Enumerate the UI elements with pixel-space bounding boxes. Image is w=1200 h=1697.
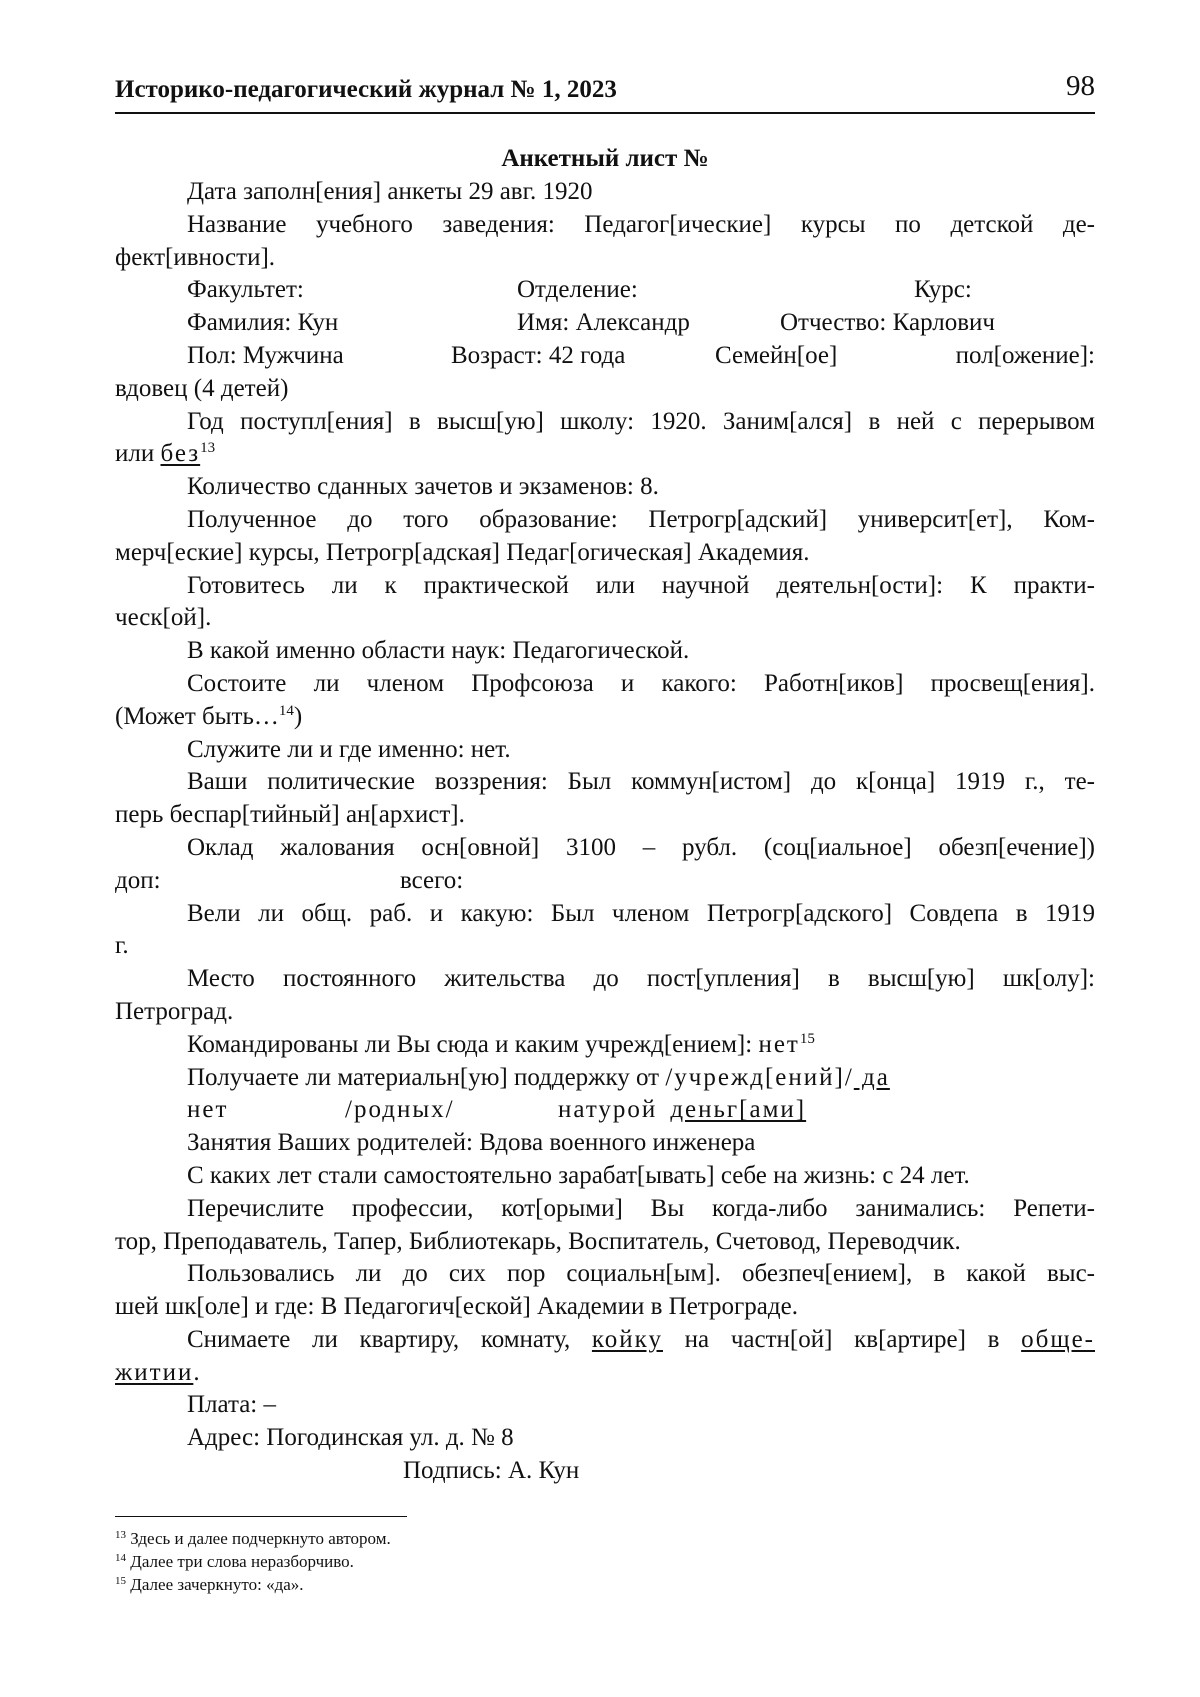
line-science: В какой именно области наук: Педагогической. bbox=[187, 637, 690, 665]
field-marital-2: пол[ожение]: bbox=[955, 341, 1095, 369]
field-faculty: Факультет: bbox=[187, 276, 304, 304]
line-exams: Количество сданных зачетов и экзаменов: 8. bbox=[187, 473, 659, 501]
line-institution-2: фект[ивности]. bbox=[115, 243, 276, 271]
row-name bbox=[115, 307, 1095, 340]
field-support-kind: натурой bbox=[558, 1096, 658, 1124]
line-earning: С каких лет стали самостоятельно зарабат[ывать] себе на жизнь: с 24 лет. bbox=[187, 1161, 970, 1189]
field-salary-total: всего: bbox=[400, 866, 464, 894]
footnote-divider bbox=[115, 1516, 407, 1517]
row-salary-2 bbox=[115, 865, 1095, 898]
line-admission-1: Год поступл[ения] в высш[ую] школу: 1920. Заним[ался] в ней с перерывом bbox=[187, 407, 1095, 435]
line-admission-2: или без$^{13}$ bbox=[115, 440, 216, 468]
line-professions-2: тор, Преподаватель, Тапер, Библиотекарь, Воспитатель, Счетовод, Переводчик. bbox=[115, 1227, 961, 1255]
footnote-15: $^{15}$ Далее зачеркнуто: «да». bbox=[115, 1575, 304, 1594]
field-age: Возраст: 42 года bbox=[451, 341, 626, 369]
footnotes bbox=[115, 1527, 391, 1596]
line-politics-2: перь беспар[тийный] ан[архист]. bbox=[115, 801, 465, 829]
row-sex bbox=[115, 340, 1095, 373]
footnote-13: $^{13}$ Здесь и далее подчеркнуто автором. bbox=[115, 1529, 391, 1548]
footnote-ref-13: 13 bbox=[200, 440, 216, 457]
page-number: 98 bbox=[1066, 70, 1095, 102]
line-education-1: Полученное до того образование: Петрогр[адский] университ[ет], Ком- bbox=[187, 505, 1095, 533]
line-support-1: Получаете ли материальн[ую] поддержку от /учрежд[ений]/ да bbox=[187, 1063, 890, 1091]
field-support-relatives: /родных/ bbox=[345, 1096, 455, 1124]
field-department: Отделение: bbox=[517, 276, 638, 304]
line-welfare-1: Пользовались ли до сих пор социальн[ым]. обезпеч[ением], в какой выс- bbox=[187, 1260, 1095, 1288]
line-practice-2: ческ[ой]. bbox=[115, 604, 212, 632]
line-service: Служите ли и где именно: нет. bbox=[187, 735, 511, 763]
line-address: Адрес: Погодинская ул. д. № 8 bbox=[187, 1424, 514, 1452]
line-politics-1: Ваши политические воззрения: Был коммун[истом] до к[онца] 1919 г., те- bbox=[187, 768, 1095, 796]
line-union-2: (Может быть…$^{14}$) bbox=[115, 702, 303, 730]
line-social-2: г. bbox=[115, 932, 129, 960]
row-faculty bbox=[115, 274, 1095, 307]
line-housing-2: житии. bbox=[115, 1358, 200, 1386]
signature: Подпись: А. Кун bbox=[403, 1457, 580, 1485]
field-marital-1: Семейн[ое] bbox=[715, 341, 838, 369]
line-salary-1: Оклад жалования осн[овной] 3100 – рубл. (соц[иальное] обезп[ечение]) bbox=[187, 833, 1095, 861]
field-support-no: нет bbox=[187, 1096, 229, 1124]
row-support-2 bbox=[115, 1094, 1095, 1127]
field-support-money: деньг[ами] bbox=[670, 1096, 807, 1124]
line-education-2: мерч[еские] курсы, Петрогр[адская] Педаг[огическая] Академия. bbox=[115, 538, 810, 566]
line-date: Дата заполн[ения] анкеты 29 авг. 1920 bbox=[187, 178, 593, 205]
line-sent: Командированы ли Вы сюда и каким учрежд[ением]: нет$^{15}$ bbox=[187, 1030, 815, 1058]
field-sex: Пол: Мужчина bbox=[187, 341, 344, 369]
line-fee: Плата: – bbox=[187, 1391, 277, 1419]
running-header bbox=[115, 70, 1095, 114]
field-course: Курс: bbox=[914, 276, 972, 304]
footnote-14: $^{14}$ Далее три слова неразборчиво. bbox=[115, 1552, 354, 1571]
field-patronymic: Отчество: Карлович bbox=[780, 309, 995, 337]
line-marital-value: вдовец (4 детей) bbox=[115, 374, 289, 402]
field-salary-add: доп: bbox=[115, 866, 161, 894]
line-residence-1: Место постоянного жительства до пост[упления] в высш[ую] шк[олу]: bbox=[187, 965, 1095, 993]
journal-title: Историко-педагогический журнал № 1, 2023 bbox=[115, 76, 617, 103]
line-institution-1: Название учебного заведения: Педагог[ические] курсы по детской де- bbox=[187, 210, 1095, 238]
line-parents: Занятия Ваших родителей: Вдова военного инженера bbox=[187, 1129, 756, 1157]
line-welfare-2: шей шк[оле] и где: В Педагогич[еской] Академии в Петрограде. bbox=[115, 1293, 798, 1321]
line-practice-1: Готовитесь ли к практической или научной деятельн[ости]: К практи- bbox=[187, 571, 1095, 599]
line-residence-2: Петроград. bbox=[115, 997, 234, 1025]
field-name: Имя: Александр bbox=[517, 309, 690, 337]
line-professions-1: Перечислите профессии, кот[орыми] Вы когда-либо занимались: Репети- bbox=[187, 1194, 1095, 1222]
line-union-1: Состоите ли членом Профсоюза и какого: Работн[иков] просвещ[ения]. bbox=[187, 669, 1095, 697]
footnote-ref-14: 14 bbox=[278, 702, 294, 719]
line-housing-1: Снимаете ли квартиру, комнату, койку на частн[ой] кв[артире] в обще- bbox=[187, 1325, 1095, 1353]
field-surname: Фамилия: Кун bbox=[187, 309, 339, 337]
document-title: Анкетный лист № bbox=[501, 145, 709, 172]
questionnaire-body bbox=[115, 176, 1095, 1488]
line-social-1: Вели ли общ. раб. и какую: Был членом Петрогр[адского] Совдепа в 1919 bbox=[187, 899, 1095, 927]
footnote-ref-15: 15 bbox=[799, 1030, 815, 1047]
